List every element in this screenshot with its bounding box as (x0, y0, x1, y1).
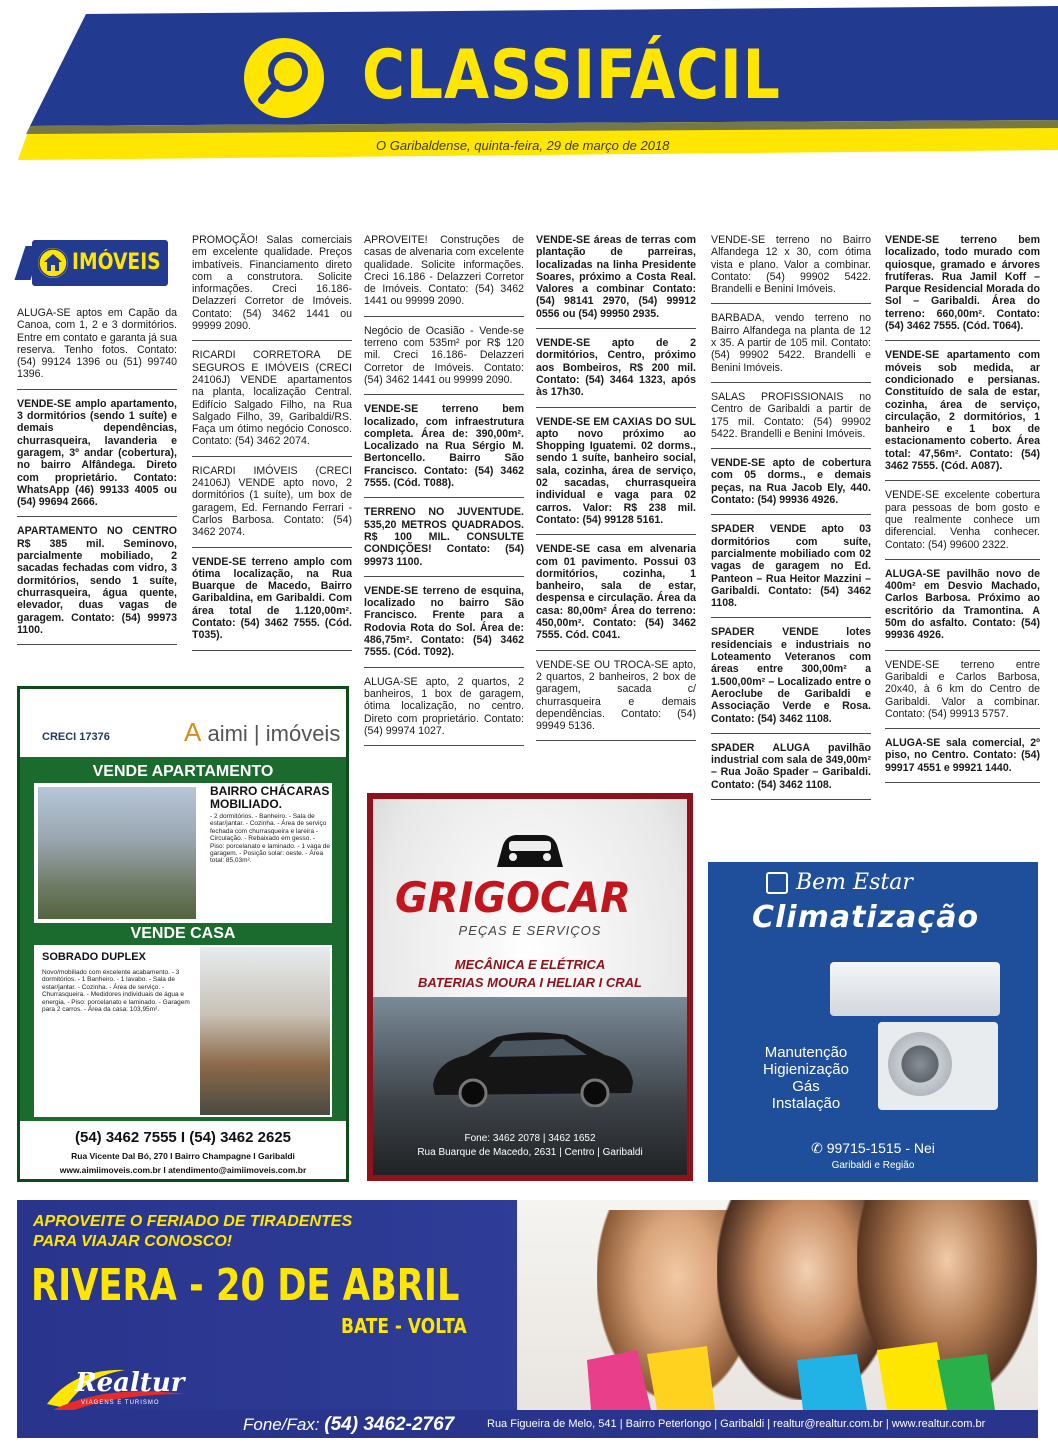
dateline: O Garibaldense, quinta-feira, 29 de março de 2018 (376, 138, 670, 153)
apartment-title: BAIRRO CHÁCARAS MOBILIADO. (210, 784, 330, 811)
aimi-heading-house: VENDE CASA (130, 925, 236, 942)
house-icon (38, 248, 68, 278)
service-item: Higienização (763, 1061, 849, 1078)
classified-ad: TERRENO NO JUVENTUDE. 535,20 METROS QUADRADOS. R$ 100 MIL. CONSULTE CONDIÇÕES! Contato: (54) 99973 1100. (364, 506, 524, 576)
realtur-phone-label: Fone/Fax: (243, 1415, 320, 1434)
bem-estar-brand-main: Climatização (752, 900, 980, 935)
classified-ad: VENDE-SE terreno de esquina, localizado no bairro São Francisco. Frente para a Rodovia Rota do Sol. Área de: 486,75m². Contato: (54) 3462 7555. (Cód. T092). (364, 585, 524, 668)
realtur-logo-sub: VIAGENS E TURISMO (81, 1400, 160, 1406)
aimi-apartment-panel (34, 783, 332, 923)
grigocar-address: Rua Buarque de Macedo, 2631 | Centro | Garibaldi (417, 1147, 643, 1158)
classified-ad: ALUGA-SE apto, 2 quartos, 2 banheiros, 1 box de garagem, ótima localização, no centro. Direto com proprietário. Contato: (54) 99974 1027. (364, 676, 524, 746)
section-badge (20, 236, 170, 290)
apartment-photo (38, 787, 196, 919)
house-title: SOBRADO DUPLEX (42, 951, 146, 963)
service-item: Gás (792, 1078, 820, 1095)
house-features: Novo/mobiliado com excelente acabamento. - 3 dormitórios. - 1 Banheiro. - 1 lavabo. - Sala de estar/jantar. - Cozinha. - Área de serviço. - Churrasqueira. - Medidores individuais de água e energia. - Piso: porcelanato e laminado. - Garagem para 2 carros. - Área da casa: 103,95m². (42, 969, 190, 1014)
aimi-phones: (54) 3462 7555 I (54) 3462 2625 (75, 1129, 291, 1146)
classified-ad: VENDE-SE áreas de terras com plantação de parreiras, localizadas na linha Presidente Soares, próximo a Costa Real. Valores a combinar Contato: (54) 98141 2970, (54) 99912 0556 ou (54) 99950 2935. (536, 234, 696, 329)
car-photo (373, 997, 687, 1175)
column-4 (536, 234, 696, 749)
classified-ad: VENDE-SE terreno entre Garibaldi e Carlos Barbosa, 20x40, à 6 km do Centro de Garibaldi. Valor a combinar. Contato: (54) 99913 5757. (885, 659, 1040, 729)
apartment-features: - 2 dormitórios. - Banheiro. - Sala de estar/jantar. - Cozinha. - Área de serviço fechada com churrasqueira e lareira - Circulação. - Rebaixado em gesso. - Piso: porcelanato e laminado. - 1 vaga de garagem. - Posição solar: oeste. - Área total: 85,03m². (210, 813, 330, 865)
grigocar-logo: GRIGOCAR (395, 873, 631, 922)
classified-ad: VENDE-SE casa em alvenaria com 01 pavimento. Possui 03 dormitórios, cozinha, 1 banheiro, sala de estar, despensa e circulação. Área da casa: 80,00m² Área do terreno: 450,00m². Contato: (54) 3462 7555. Cód. C041. (536, 543, 696, 650)
service-item: Instalação (771, 1095, 841, 1112)
car-logo-icon (493, 823, 567, 871)
classified-ad: APARTAMENTO NO CENTRO R$ 385 mil. Seminovo, parcialmente mobiliado, 2 sacadas fechadas com vidro, 3 dormitórios, sendo 1 suíte, churrasqueira, água quente, elevador, duas vagas de garagem. Contato: (54) 99973 1100. (17, 525, 177, 645)
classified-ad: APROVEITE! Construções de casas de alvenaria com excelente qualidade. Solicite informações. Creci 16.186 - Delazzeri Corretor de Imóveis. Contato: (54) 3462 1441 ou 99999 2090. (364, 234, 524, 317)
classified-ad: VENDE-SE terreno amplo com ótima localização, na Rua Buarque de Macedo, Bairro Garibaldina, em Garibaldi. Com área total de 1.120,00m². Contato: (54) 3462 7555. (Cód. T035). (192, 556, 352, 651)
shopping-bags-image (577, 1320, 997, 1410)
bem-estar-brand-top: Bem Estar (796, 870, 913, 895)
realtur-contact-info: Rua Figueira de Melo, 541 | Bairro Peterlongo | Garibaldi | realtur@realtur.com.br | www.realtur.com.br (487, 1418, 986, 1430)
section-label: IMÓVEIS (72, 250, 161, 275)
grigocar-subtitle: PEÇAS E SERVIÇOS (458, 923, 602, 938)
aimi-imoveis-ad (17, 686, 349, 1182)
grigocar-phone: Fone: 3462 2078 | 3462 1652 (464, 1133, 596, 1144)
classified-ad: RICARDI IMÓVEIS (CRECI 24106J) VENDE apto novo, 2 dormitórios (1 suíte), um box de garagem, Ed. Fernando Ferrari - Carlos Barbosa. Contato: (54) 3462 2074. (192, 465, 352, 548)
house-photo (200, 947, 330, 1115)
realtur-phone (243, 1414, 454, 1436)
aimi-logo (184, 717, 340, 748)
realtur-headline (33, 1212, 352, 1252)
classified-ad: ALUGA-SE pavilhão novo de 400m² em Desvio Machado, Carlos Barbosa. Próximo ao escritório da Tramontina. A 50m do asfalto. Contato: (54) 99936 4926. (885, 568, 1040, 651)
bem-estar-services (726, 1044, 886, 1112)
aimi-web: www.aimiimoveis.com.br I atendimento@aimiimoveis.com.br (59, 1165, 307, 1175)
classified-ad: PROMOÇÃO! Salas comerciais em excelente qualidade. Preços imbatíveis. Financiamento direto com a construtora. Solicite informações. Creci 16.186- Delazzeri Corretor de Imóveis. Contato: (54) 3462 1441 ou 99999 2090. (192, 234, 352, 341)
grigocar-ad (367, 793, 693, 1181)
classified-ad: Negócio de Ocasião - Vende-se terreno com 535m² por R$ 120 mil. Creci 16.186- Delazzeri Corretor de Imóveis. Contato: (54) 3462 1441 ou 99999 2090. (364, 325, 524, 395)
classified-ad: SALAS PROFISSIONAIS no Centro de Garibaldi a partir de 175 mil. Contato: (54) 99902 5422. Brandelli e Benini Imóveis. (711, 391, 871, 449)
classified-ad: VENDE-SE terreno bem localizado, com infraestrutura completa. Área de: 390,00m². Localizado na Rua Sérgio M. Bertoncello. Bairro São Francisco. Contato: (54) 3462 7555. (Cód. T088). (364, 403, 524, 498)
snowflake-icon (766, 872, 788, 894)
classified-ad: RICARDI CORRETORA DE SEGUROS E IMÓVEIS (CRECI 24106J) VENDE apartamentos na planta, localização Central. Edifício Salgado Filho, na Rua Salgado Filho, 39, Garibaldi/RS. Faça um ótimo negócio Conosco. Contato: (54) 3462 2074. (192, 349, 352, 456)
classified-ad: VENDE-SE OU TROCA-SE apto, 2 quartos, 2 banheiros, 2 box de garagem, sacada c/ churrasqueira e demais dependências. Contato: (54) 99949 5136. (536, 659, 696, 742)
classified-ad: ALUGA-SE aptos em Capão da Canoa, com 1, 2 e 3 dormitórios. Entre em contato e garanta já sua reserva. Tenho fotos. Contato: (54) 99124 1396 ou (51) 99740 1396. (17, 307, 177, 390)
grigocar-line2: BATERIAS MOURA I HELIAR I CRAL (418, 975, 642, 990)
classified-ad: VENDE-SE EM CAXIAS DO SUL apto novo próximo ao Shopping Iguatemi. 02 dorms., sendo 1 suíte, banheiro social, sala, cozinha, área de serviço, 02 sacadas, churrasqueira individual e vaga para 02 carros. Valor: R$ 238 mil. Contato: (54) 99128 5161. (536, 416, 696, 536)
aimi-heading-apartment: VENDE APARTAMENTO (92, 763, 274, 780)
column-1 (17, 307, 177, 653)
air-conditioner-image (830, 962, 1000, 1016)
realtur-phone-number: (54) 3462-2767 (324, 1414, 455, 1435)
classified-ad: VENDE-SE terreno no Bairro Alfandega 12 x 30, com ótima vista e plano. Valor a combinar. Contato: (54) 99902 5422. Brandelli e Benini Imóveis. (711, 234, 871, 304)
classified-ad: BARBADA, vendo terreno no Bairro Alfandega na planta de 12 x 35. A partir de 105 mil. Contato: (54) 99902 5422. Brandelli e Benini Imóveis. (711, 312, 871, 382)
classified-ad: ALUGA-SE sala comercial, 2º piso, no Centro. Contato: (54) 99917 4551 e 99921 1440. (885, 737, 1040, 783)
column-3 (364, 234, 524, 754)
aimi-creci: CRECI 17376 (42, 731, 110, 743)
column-6 (885, 234, 1040, 791)
page-title: CLASSIFÁCIL (362, 36, 781, 115)
bem-estar-phone: ✆ 99715-1515 - Nei (811, 1140, 935, 1156)
aimi-logo-text: aimi | imóveis (207, 721, 341, 746)
bem-estar-ad (708, 862, 1038, 1182)
classified-ad: VENDE-SE amplo apartamento, 3 dormitórios (sendo 1 suíte) e demais dependências, churrasqueira, lavanderia e garagem, 3º andar (cobertura), no bairro Alfândega. Direto com proprietário. Contato: WhatsApp (46) 99133 4005 ou (54) 99694 2666. (17, 398, 177, 518)
realtur-destination: RIVERA - 20 DE ABRIL (31, 1260, 460, 1311)
grigocar-line1: MECÂNICA E ELÉTRICA (454, 957, 606, 972)
classified-ad: SPADER ALUGA pavilhão industrial com sala de 349,00m² – Rua João Spader – Garibaldi. Contato: (54) 3462 1108. (711, 742, 871, 800)
classified-ad: VENDE-SE apartamento com móveis sob medida, ar condicionado e persianas. Constituído de sala de estar, cozinha, área de serviço, circulação, 2 dormitórios, 1 banheiro e 1 box de estacionamento coberto. Área total: 47,56m². Contato: (54) 3462 7555. (Cód. A087). (885, 349, 1040, 481)
aimi-address: Rua Vicente Dal Bó, 270 I Bairro Champagne I Garibaldi (71, 1151, 295, 1161)
car-image (427, 1021, 637, 1107)
column-2 (192, 234, 352, 659)
realtur-logo: Realtur (75, 1368, 185, 1398)
magnifier-icon (242, 36, 326, 120)
realtur-headline-line: APROVEITE O FERIADO DE TIRADENTES (33, 1213, 353, 1230)
classified-ad: VENDE-SE excelente cobertura para pessoas de bom gosto e que realmente conhece um diferencial. Venha conhecer. Contato: (54) 99600 2322. (885, 489, 1040, 559)
fan-icon (888, 1032, 952, 1096)
column-5 (711, 234, 871, 808)
classified-ad: VENDE-SE apto de 2 dormitórios, Centro, próximo aos Bombeiros, R$ 200 mil. Contato: (54) 3464 1323, após às 17h30. (536, 337, 696, 407)
realtur-ad (17, 1200, 1038, 1438)
page-header (0, 0, 1058, 170)
aimi-logo-mark: A (184, 717, 202, 747)
realtur-trip-type: BATE - VOLTA (341, 1314, 467, 1338)
classified-ad: VENDE-SE apto de cobertura com 05 dorms., e demais peças, na Rua Jacob Ely, 440. Contato: (54) 99936 4926. (711, 457, 871, 515)
service-item: Manutenção (764, 1044, 848, 1061)
aimi-house-panel (34, 945, 332, 1117)
bem-estar-region: Garibaldi e Região (831, 1160, 915, 1171)
realtur-headline-line: PARA VIAJAR CONOSCO! (33, 1233, 233, 1250)
classified-ad: SPADER VENDE apto 03 dormitórios com suíte, parcialmente mobiliado com 02 vagas de garagem no Ed. Panteon – Rua Heitor Mazzini – Garibaldi. Contato: (54) 3462 1108. (711, 523, 871, 618)
classified-ad: VENDE-SE terreno bem localizado, todo murado com quiosque, gramado e árvores frutíferas. Rua Jamil Koff – Parque Residencial Morada do Sol – Garibaldi. Área do terreno: 660,00m². Contato: (54) 3462 7555. (Cód. T064). (885, 234, 1040, 341)
classified-ad: SPADER VENDE lotes residenciais e industriais no Loteamento Veteranos com áreas entre 300,00m² a 1.500,00m² – Localizado entre o Aeroclube de Garibaldi e Associação Verde e Rosa. Contato: (54) 3462 1108. (711, 626, 871, 733)
